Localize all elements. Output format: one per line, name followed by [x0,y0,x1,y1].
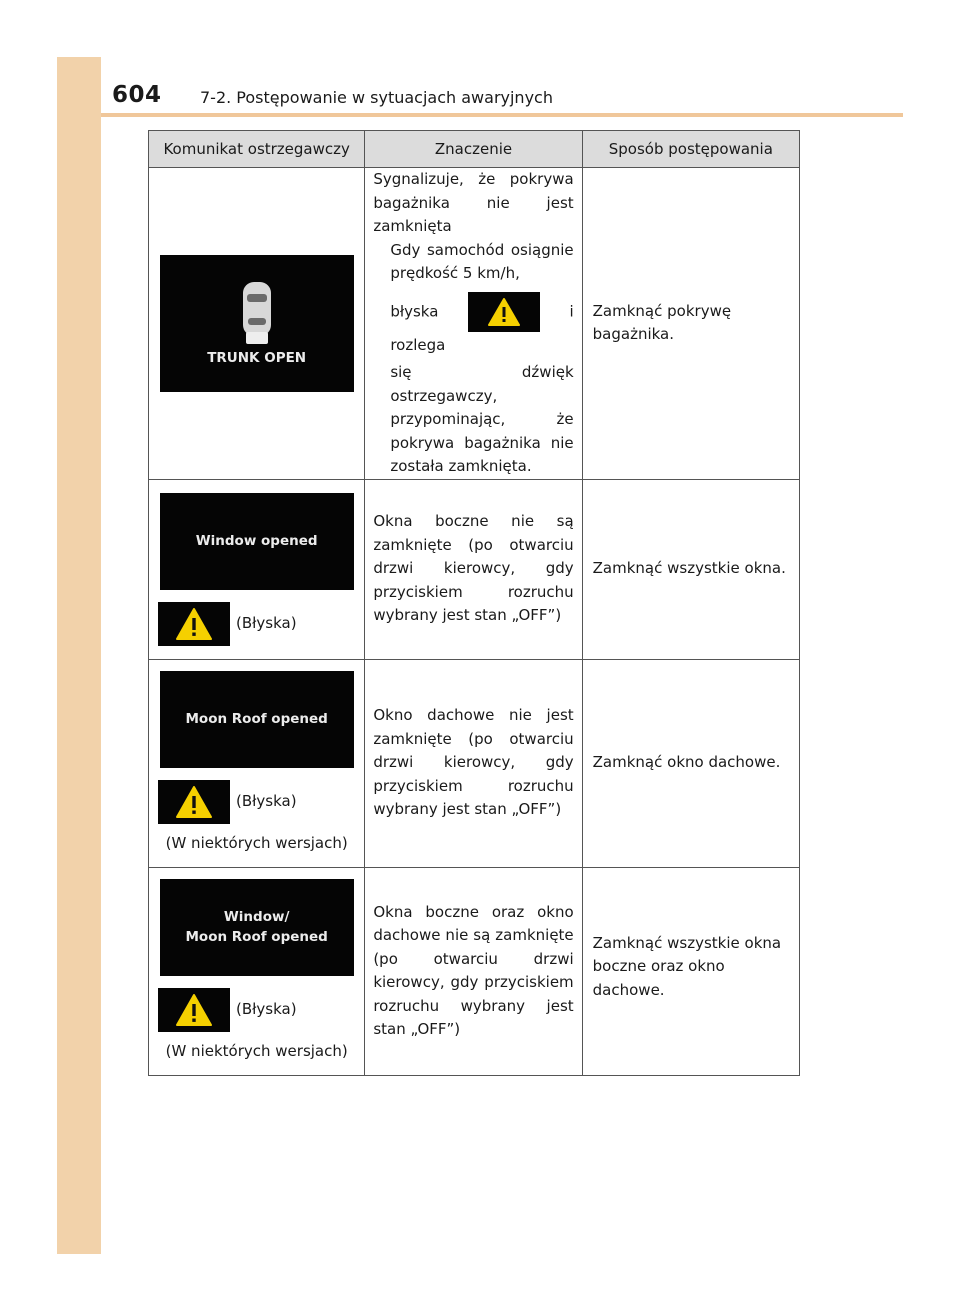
header-divider [101,113,903,117]
meaning-cell [365,168,582,480]
meaning-sound-word: i rozlega [390,302,574,354]
flash-indicator-line [158,602,364,646]
warning-messages-table [148,130,800,1076]
meaning-sub-c: się dźwięk ostrzegawczy, przypominając, że pokrywa bagażnika nie została zamknięta. [390,363,574,475]
table-header-row [149,131,800,168]
variant-note: (W niektórych wersjach) [165,1041,348,1060]
action-cell [582,867,799,1075]
flash-indicator-line [158,988,364,1032]
warning-message-cell [149,867,365,1075]
master-warning-indicator [158,988,230,1032]
window-moon-roof-opened-display [160,879,354,976]
section-title: 7-2. Postępowanie w sytuacjach awaryjnych [200,88,553,107]
trunk-open-text: TRUNK OPEN [207,350,307,367]
meaning-sub-b [373,290,573,358]
meaning-cell [365,479,582,659]
action-cell [582,659,799,867]
header-meaning: Znaczenie [365,131,582,168]
side-accent-band [57,57,101,1254]
warning-triangle-icon [175,607,213,641]
car-top-view-icon [237,278,277,348]
window-moon-roof-text-line1: Window/ [223,909,290,926]
warning-message-cell [149,168,365,480]
meaning-sub-a: Gdy samochód osiągnie prędkość 5 km/h, [390,240,574,282]
window-opened-text: Window opened [195,533,318,549]
warning-triangle-icon [175,785,213,819]
action-text: Zamknąć pokrywę bagażnika. [592,301,732,344]
action-text: Zamknąć wszystkie okna boczne oraz okno dachowe. [592,933,782,999]
page-number: 604 [112,82,162,108]
meaning-text: Okna boczne nie są zamknięte (po otwarciu drzwi kierowcy, gdy przyciskiem rozruchu wybrany jest stan „OFF”) [373,512,574,625]
table-row [149,479,800,659]
master-warning-indicator [158,780,230,824]
flash-label: (Błyska) [236,792,297,810]
moon-roof-opened-text: Moon Roof opened [185,711,328,728]
window-moon-roof-text-line2: Moon Roof opened [185,929,328,946]
moon-roof-opened-display [160,671,354,768]
action-cell [582,168,799,480]
meaning-text: Okna boczne oraz okno dachowe nie są zamknięte (po otwarciu drzwi kierowcy, gdy przyciskiem rozruchu wybrany jest stan „OFF”) [373,902,574,1038]
action-text: Zamknąć okno dachowe. [592,753,781,772]
master-warning-indicator [158,602,230,646]
window-opened-display [160,493,354,590]
flash-label: (Błyska) [236,613,297,632]
table-row [149,867,800,1075]
warning-triangle-icon [487,297,521,327]
trunk-open-display [160,255,354,392]
table-row [149,659,800,867]
action-text: Zamknąć wszystkie okna. [592,559,786,578]
variant-note: (W niektórych wersjach) [165,833,348,852]
inline-warning-indicator [468,292,540,332]
warning-message-cell [149,479,365,659]
meaning-text: Okno dachowe nie jest zamknięte (po otwarciu drzwi kierowcy, gdy przyciskiem rozruchu wybrany jest stan „OFF”) [373,706,574,819]
table-row [149,168,800,480]
meaning-intro: Sygnalizuje, że pokrywa bagażnika nie jest zamknięta [373,170,574,235]
warning-triangle-icon [175,993,213,1027]
flash-indicator-line [158,780,364,824]
meaning-flash-word: błyska [390,302,439,320]
meaning-cell [365,867,582,1075]
warning-message-cell [149,659,365,867]
header-action: Sposób postępowania [582,131,799,168]
flash-label: (Błyska) [236,1000,297,1018]
header-warning-message: Komunikat ostrzegawczy [149,131,365,168]
action-cell [582,479,799,659]
meaning-cell [365,659,582,867]
